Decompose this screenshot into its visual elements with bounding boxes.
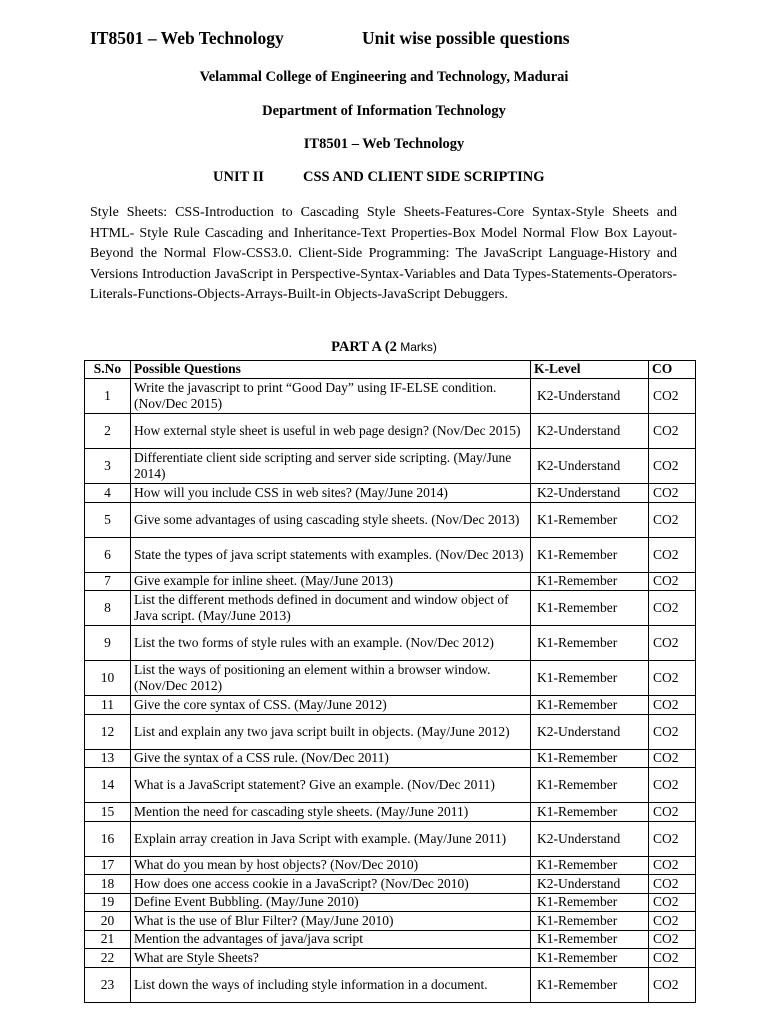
row-co: CO2: [649, 912, 696, 931]
table-row: [85, 537, 696, 572]
row-co: CO2: [649, 537, 696, 572]
header-question: Possible Questions: [131, 361, 531, 379]
row-co: CO2: [649, 768, 696, 803]
row-klevel: K1-Remember: [531, 893, 649, 912]
unit-heading: [213, 169, 545, 186]
row-sno: 9: [85, 626, 131, 661]
row-question: How does one access cookie in a JavaScript? (Nov/Dec 2010): [131, 875, 531, 894]
row-klevel: K1-Remember: [531, 930, 649, 949]
row-sno: 20: [85, 912, 131, 931]
table-row: [85, 591, 696, 626]
row-co: CO2: [649, 714, 696, 749]
table-row: [85, 949, 696, 968]
row-question: What is the use of Blur Filter? (May/June 2010): [131, 912, 531, 931]
table-row: [85, 626, 696, 661]
row-klevel: K1-Remember: [531, 967, 649, 1002]
table-row: [85, 661, 696, 696]
part-marks-number: 2: [389, 339, 397, 355]
row-sno: 16: [85, 821, 131, 856]
row-klevel: K1-Remember: [531, 749, 649, 768]
row-klevel: K1-Remember: [531, 803, 649, 822]
row-klevel: K1-Remember: [531, 661, 649, 696]
row-sno: 6: [85, 537, 131, 572]
row-sno: 2: [85, 414, 131, 449]
row-co: CO2: [649, 572, 696, 591]
syllabus-paragraph: Style Sheets: CSS-Introduction to Cascading Style Sheets-Features-Core Syntax-Style Sheets and HTML- Style Rule Cascading and Inheritance-Text Properties-Box Model Normal Flow Box Layout-Beyond the Normal Flow-CSS3.0. Client-Side Programming: The JavaScript Language-History and Versions Introduction JavaScript in Perspective-Syntax-Variables and Data Types-Statements-Operators-Literals-Functions-Objects-Arrays-Built-in Objects-JavaScript Debuggers.: [90, 205, 677, 302]
row-question: Mention the advantages of java/java script: [131, 930, 531, 949]
row-klevel: K1-Remember: [531, 696, 649, 715]
row-question: State the types of java script statements with examples. (Nov/Dec 2013): [131, 537, 531, 572]
row-co: CO2: [649, 749, 696, 768]
document-title: Unit wise possible questions: [362, 28, 570, 48]
row-question: How will you include CSS in web sites? (May/June 2014): [131, 484, 531, 503]
row-sno: 14: [85, 768, 131, 803]
table-row: [85, 696, 696, 715]
table-row: [85, 572, 696, 591]
unit-number: UNIT II: [213, 169, 264, 185]
row-klevel: K1-Remember: [531, 591, 649, 626]
table-row: [85, 803, 696, 822]
row-klevel: K1-Remember: [531, 572, 649, 591]
row-question: List and explain any two java script built in objects. (May/June 2012): [131, 714, 531, 749]
table-row: [85, 967, 696, 1002]
row-question: List the ways of positioning an element within a browser window. (Nov/Dec 2012): [131, 661, 531, 696]
row-question: Write the javascript to print “Good Day” using IF-ELSE condition. (Nov/Dec 2015): [131, 379, 531, 414]
table-row: [85, 749, 696, 768]
row-sno: 18: [85, 875, 131, 894]
row-co: CO2: [649, 821, 696, 856]
row-co: CO2: [649, 626, 696, 661]
unit-title: CSS AND CLIENT SIDE SCRIPTING: [303, 169, 545, 185]
table-row: [85, 875, 696, 894]
row-question: Explain array creation in Java Script with example. (May/June 2011): [131, 821, 531, 856]
table-row: [85, 502, 696, 537]
row-klevel: K2-Understand: [531, 714, 649, 749]
row-klevel: K2-Understand: [531, 449, 649, 484]
questions-body: [85, 379, 696, 1003]
row-co: CO2: [649, 661, 696, 696]
table-row: [85, 714, 696, 749]
row-question: What is a JavaScript statement? Give an example. (Nov/Dec 2011): [131, 768, 531, 803]
row-question: List the different methods defined in document and window object of Java script. (May/June 2013): [131, 591, 531, 626]
row-co: CO2: [649, 893, 696, 912]
course-code-title: IT8501 – Web Technology: [90, 28, 284, 48]
row-question: What do you mean by host objects? (Nov/Dec 2010): [131, 856, 531, 875]
row-sno: 1: [85, 379, 131, 414]
row-klevel: K1-Remember: [531, 768, 649, 803]
row-klevel: K1-Remember: [531, 537, 649, 572]
table-row: [85, 379, 696, 414]
row-question: List down the ways of including style information in a document.: [131, 967, 531, 1002]
row-co: CO2: [649, 875, 696, 894]
course-name: IT8501 – Web Technology: [303, 136, 465, 152]
row-sno: 5: [85, 502, 131, 537]
row-question: Differentiate client side scripting and server side scripting. (May/June 2014): [131, 449, 531, 484]
row-question: Give the core syntax of CSS. (May/June 2012): [131, 696, 531, 715]
row-co: CO2: [649, 379, 696, 414]
table-row: [85, 821, 696, 856]
row-question: Give example for inline sheet. (May/June 2013): [131, 572, 531, 591]
table-header-row: [85, 361, 696, 379]
row-sno: 3: [85, 449, 131, 484]
row-question: Mention the need for cascading style sheets. (May/June 2011): [131, 803, 531, 822]
table-row: [85, 484, 696, 503]
row-sno: 4: [85, 484, 131, 503]
row-question: How external style sheet is useful in web page design? (Nov/Dec 2015): [131, 414, 531, 449]
row-klevel: K2-Understand: [531, 875, 649, 894]
table-row: [85, 893, 696, 912]
row-co: CO2: [649, 696, 696, 715]
row-sno: 7: [85, 572, 131, 591]
table-row: [85, 856, 696, 875]
row-klevel: K1-Remember: [531, 912, 649, 931]
header-sno: S.No: [85, 361, 131, 379]
row-sno: 11: [85, 696, 131, 715]
row-co: CO2: [649, 856, 696, 875]
row-klevel: K2-Understand: [531, 379, 649, 414]
row-sno: 21: [85, 930, 131, 949]
row-co: CO2: [649, 930, 696, 949]
row-question: List the two forms of style rules with an example. (Nov/Dec 2012): [131, 626, 531, 661]
row-sno: 17: [85, 856, 131, 875]
row-klevel: K2-Understand: [531, 821, 649, 856]
questions-table: [84, 360, 696, 1003]
row-sno: 12: [85, 714, 131, 749]
row-klevel: K1-Remember: [531, 502, 649, 537]
row-co: CO2: [649, 803, 696, 822]
header-co: CO: [649, 361, 696, 379]
row-klevel: K1-Remember: [531, 949, 649, 968]
row-co: CO2: [649, 484, 696, 503]
table-row: [85, 414, 696, 449]
row-klevel: K1-Remember: [531, 626, 649, 661]
row-co: CO2: [649, 414, 696, 449]
row-question: Give the syntax of a CSS rule. (Nov/Dec 2011): [131, 749, 531, 768]
part-heading: [0, 339, 768, 356]
table-row: [85, 930, 696, 949]
row-sno: 19: [85, 893, 131, 912]
row-question: What are Style Sheets?: [131, 949, 531, 968]
department-name: Department of Information Technology: [262, 103, 506, 119]
row-klevel: K2-Understand: [531, 414, 649, 449]
row-co: CO2: [649, 449, 696, 484]
row-klevel: K2-Understand: [531, 484, 649, 503]
row-sno: 8: [85, 591, 131, 626]
row-co: CO2: [649, 591, 696, 626]
row-klevel: K1-Remember: [531, 856, 649, 875]
row-sno: 22: [85, 949, 131, 968]
table-row: [85, 768, 696, 803]
row-question: Define Event Bubbling. (May/June 2010): [131, 893, 531, 912]
row-sno: 13: [85, 749, 131, 768]
row-sno: 23: [85, 967, 131, 1002]
row-question: Give some advantages of using cascading style sheets. (Nov/Dec 2013): [131, 502, 531, 537]
part-label: PART A (: [331, 339, 390, 355]
row-co: CO2: [649, 502, 696, 537]
row-sno: 15: [85, 803, 131, 822]
table-row: [85, 912, 696, 931]
row-co: CO2: [649, 949, 696, 968]
part-marks-label: Marks): [396, 340, 437, 354]
row-co: CO2: [649, 967, 696, 1002]
row-sno: 10: [85, 661, 131, 696]
table-row: [85, 449, 696, 484]
institution-name: Velammal College of Engineering and Technology, Madurai: [199, 69, 569, 85]
header-klevel: K-Level: [531, 361, 649, 379]
